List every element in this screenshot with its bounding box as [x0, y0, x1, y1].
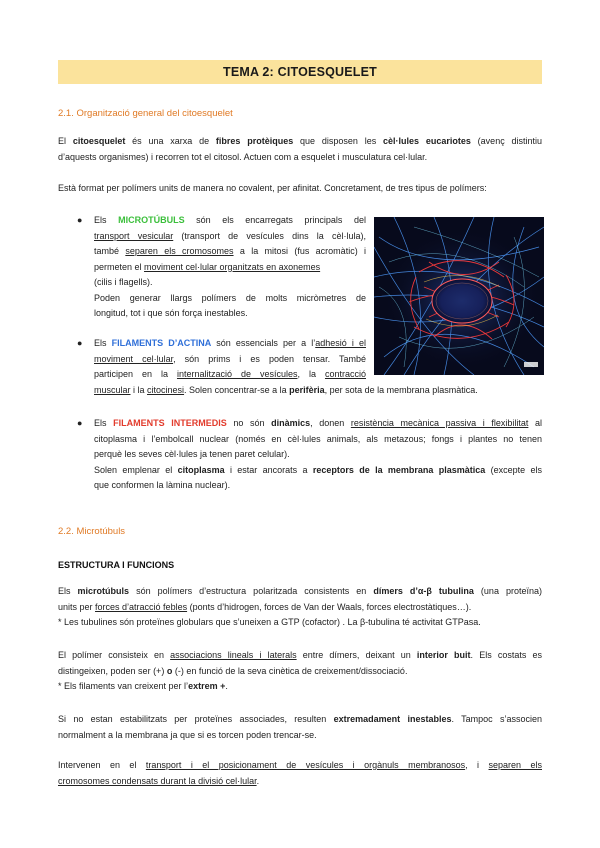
para-line: normalment a la membrana ja que si es torcen poden trencar-se. [58, 729, 317, 740]
intro-line-1: El citoesquelet és una xarxa de fibres protèiques que disposen les cèl·lules eucariotes (avenç distintiu [58, 136, 543, 146]
bullet-line: participen en la internalització de vesícules, la contracció [94, 369, 366, 379]
bullet-line: longitud, tot i que són força inestables. [94, 308, 248, 318]
para-line: * Les tubulines són proteïnes globulars que s’uneixen a GTP (cofactor) . La β-tubulina té activitat GTPasa. [58, 617, 481, 627]
section-heading-2-1: 2.1. Organització general del citoesquelet [58, 108, 233, 119]
subheading-estructura: ESTRUCTURA I FUNCIONS [58, 560, 175, 570]
paragraph-instability [58, 712, 542, 743]
paragraph-polymer [58, 648, 542, 695]
bullet-line: muscular i la citocinesi. Solen concentrar-se a la perifèria, per sota de la membrana plasmàtica. [94, 384, 478, 395]
para-line: cromosomes condensats durant la divisió cel·lular. [58, 775, 260, 786]
bullet-line: citoplasma i l’embolcall nuclear (només en cèl·lules animals, als metazous; fongs i plantes no tenen [94, 433, 542, 444]
para-line: units per forces d’atracció febles (ponts d’hidrogen, forces de Van der Waals, forces electrostàtiques…). [58, 601, 472, 612]
bullet-line: moviment cel·lular, són prims i es poden tensar. També [94, 353, 366, 364]
para-line: Si no estan estabilitzats per proteïnes associades, resulten extremadament inestables. Tampoc s’associen [58, 714, 542, 724]
bullet-actina [94, 336, 478, 398]
paragraph-polymers: Està format per polímers units de manera no covalent, per afinitat. Concretament, de tres tipus de polímers: [58, 183, 487, 193]
paragraph-transport [58, 758, 542, 789]
paragraph-microtubuls-def [58, 584, 542, 631]
bullet-line: Els MICROTÚBULS són els encarregats principals del [94, 215, 366, 225]
para-line: distingeixen, poden ser (+) o (-) en funció de la seva cinètica de creixement/dissociació. [58, 665, 408, 676]
bullet-line: permeten el moviment cel·lular organitzats en axonemes [94, 261, 321, 272]
intro-line-2: d’aquests organismes) i recorren tot el citosol. Actuen com a esquelet i musculatura cel·lular. [58, 151, 428, 162]
bullet-line: Solen emplenar el citoplasma i estar ancorats a receptors de la membrana plasmàtica (excepte els [94, 464, 543, 475]
para-line: Els microtúbuls són polímers d’estructura polaritzada consistents en dímers d’α-β tubulina (una proteïna) [58, 586, 542, 596]
para-line: Intervenen en el transport i el posicionament de vesícules i orgànuls membranosos, i separen els [58, 760, 542, 770]
bullet-line: també separen els cromosomes a la mitosi (fus acromàtic) i [94, 246, 367, 256]
bullet-line: transport vesicular (transport de vesícules dins la cèl·lula), [94, 230, 366, 241]
bullet-intermedis [94, 416, 542, 494]
bullet-line: Els FILAMENTS INTERMEDIS no són dinàmics, donen resistència mecànica passiva i flexibilitat al [94, 418, 542, 428]
paragraph-intro [58, 134, 542, 165]
para-line: El polímer consisteix en associacions lineals i laterals entre dímers, deixant un interior buit. Els costats es [58, 650, 542, 660]
bullet-line: Poden generar llargs polímers de molts micròmetres de [94, 292, 366, 303]
bullet-microtubuls [94, 213, 366, 322]
cytoskeleton-microscopy-image [374, 217, 544, 375]
bullet-line: (cilis i flagells). [94, 277, 153, 287]
bullet-line: perquè les seves cèl·lules ja tenen paret celular). [94, 449, 290, 459]
bullet-line: que conformen la làmina nuclear). [94, 480, 231, 490]
para-line: * Els filaments van creixent per l’extrem +. [58, 681, 228, 691]
bullet-marker: ● [77, 215, 83, 225]
section-heading-2-2: 2.2. Microtúbuls [58, 526, 126, 537]
title-banner [58, 60, 542, 84]
bullet-marker: ● [77, 418, 83, 428]
bullet-marker: ● [77, 338, 83, 348]
document-title: TEMA 2: CITOESQUELET [222, 65, 377, 79]
bullet-line: Els FILAMENTS D’ACTINA són essencials per a l’adhesió i el [94, 338, 366, 348]
